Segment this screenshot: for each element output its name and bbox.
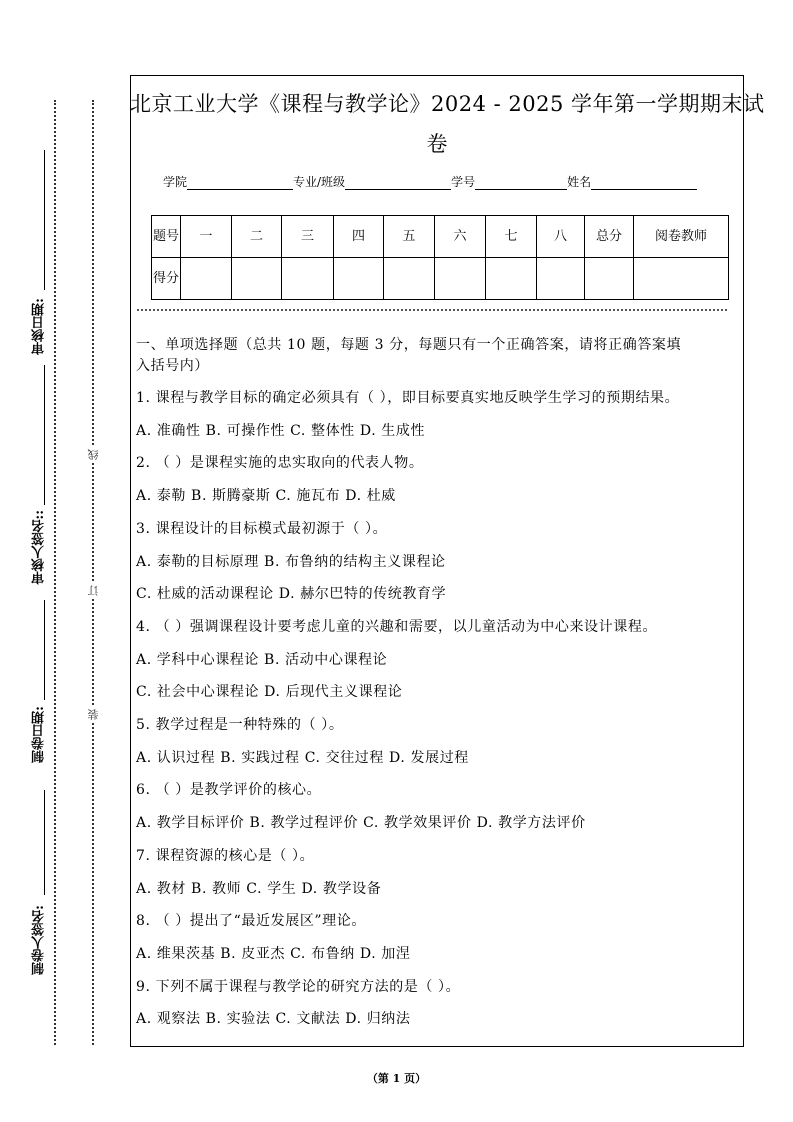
score-cell[interactable]	[334, 258, 384, 300]
prepare-date-label: 制卷日期:	[32, 706, 47, 763]
question-text: 6. （ ）是教学评价的核心。	[136, 782, 322, 799]
page-number: （第 1 页）	[366, 1072, 427, 1085]
score-cell[interactable]	[384, 258, 435, 300]
answer-options: A. 教材 B. 教师 C. 学生 D. 教学设备	[136, 880, 382, 897]
answer-options: C. 社会中心课程论 D. 后现代主义课程论	[136, 684, 403, 701]
score-row-label: 得分	[152, 258, 181, 300]
student-id-field[interactable]	[475, 176, 567, 190]
score-cell[interactable]	[486, 258, 537, 300]
binding-dotted-line-inner	[92, 100, 94, 1045]
answer-options: A. 学科中心课程论 B. 活动中心课程论	[136, 651, 388, 668]
exam-title: 北京工业大学《课程与教学论》2024 - 2025 学年第一学期期末试	[130, 92, 765, 116]
question-text: 3. 课程设计的目标模式最初源于（ ）。	[136, 520, 388, 537]
score-table-score-row	[152, 258, 729, 300]
question-text: 5. 教学过程是一种特殊的（ ）。	[136, 717, 344, 733]
review-date-line	[44, 150, 45, 290]
score-cell[interactable]	[537, 258, 585, 300]
name-label: 姓名	[567, 175, 592, 189]
section-separator	[137, 309, 727, 311]
reviewer-signature-label: 审核人签名::	[32, 510, 47, 585]
answer-options: A. 维果茨基 B. 皮亚杰 C. 布鲁纳 D. 加涅	[136, 945, 411, 962]
header-cell: 七	[486, 216, 537, 258]
college-field[interactable]	[187, 176, 293, 190]
answer-options: A. 观察法 B. 实验法 C. 文献法 D. 归纳法	[136, 1011, 411, 1028]
header-cell: 题号	[152, 216, 181, 258]
header-cell: 二	[232, 216, 282, 258]
name-field[interactable]	[591, 176, 697, 190]
header-cell: 四	[334, 216, 384, 258]
section-heading-cont: 入括号内）	[136, 358, 209, 374]
binding-mark-zhuang: 装	[87, 709, 100, 720]
review-date-label: 审核日期:	[32, 298, 47, 355]
question-text: 4. （ ）强调课程设计要考虑儿童的兴趣和需要，以儿童活动为中心来设计课程。	[136, 618, 658, 635]
section-heading: 一、单项选择题（总共 10 题，每题 3 分，每题只有一个正确答案，请将正确答案填	[136, 337, 682, 353]
score-cell[interactable]	[181, 258, 232, 300]
binding-mark-ding: 订	[87, 585, 100, 596]
major-label: 专业/班级	[293, 175, 346, 189]
answer-options: A. 准确性 B. 可操作性 C. 整体性 D. 生成性	[136, 422, 426, 439]
answer-options: A. 认识过程 B. 实践过程 C. 交往过程 D. 发展过程	[136, 749, 469, 766]
answer-options: C. 杜威的活动课程论 D. 赫尔巴特的传统教育学	[136, 586, 447, 603]
score-cell[interactable]	[282, 258, 334, 300]
reviewer-signature-line	[44, 365, 45, 505]
answer-options: A. 泰勒 B. 斯腾豪斯 C. 施瓦布 D. 杜威	[136, 488, 396, 505]
header-cell: 五	[384, 216, 435, 258]
preparer-signature-line	[44, 790, 45, 895]
header-cell: 阅卷教师	[634, 216, 729, 258]
question-text: 2. （ ）是课程实施的忠实取向的代表人物。	[136, 455, 424, 472]
score-table	[151, 215, 729, 300]
question-text: 1. 课程与教学目标的确定必须具有（ ），即目标要真实地反映学生学习的预期结果。	[136, 390, 680, 406]
question-text: 7. 课程资源的核心是（ ）。	[136, 847, 315, 864]
header-cell: 总分	[585, 216, 634, 258]
student-id-label: 学号	[451, 175, 476, 189]
header-cell: 六	[435, 216, 486, 258]
exam-title-cont: 卷	[426, 132, 448, 156]
score-cell[interactable]	[435, 258, 486, 300]
student-info-fields	[163, 173, 697, 190]
answer-options: A. 教学目标评价 B. 教学过程评价 C. 教学效果评价 D. 教学方法评价	[136, 815, 586, 832]
score-table-header-row	[152, 216, 729, 258]
header-cell: 八	[537, 216, 585, 258]
prepare-date-line	[44, 600, 45, 700]
score-cell[interactable]	[585, 258, 634, 300]
question-text: 8. （ ）提出了“最近发展区”理论。	[136, 913, 366, 930]
binding-dotted-line-outer	[54, 100, 56, 1045]
score-cell[interactable]	[232, 258, 282, 300]
question-text: 9. 下列不属于课程与教学论的研究方法的是（ ）。	[136, 978, 461, 995]
answer-options: A. 泰勒的目标原理 B. 布鲁纳的结构主义课程论	[136, 553, 446, 570]
score-cell[interactable]	[634, 258, 729, 300]
preparer-signature-label: 制卷人签名:	[32, 905, 47, 975]
binding-mark-xian: 线	[87, 449, 100, 460]
major-field[interactable]	[345, 176, 451, 190]
header-cell: 三	[282, 216, 334, 258]
college-label: 学院	[163, 175, 188, 189]
header-cell: 一	[181, 216, 232, 258]
